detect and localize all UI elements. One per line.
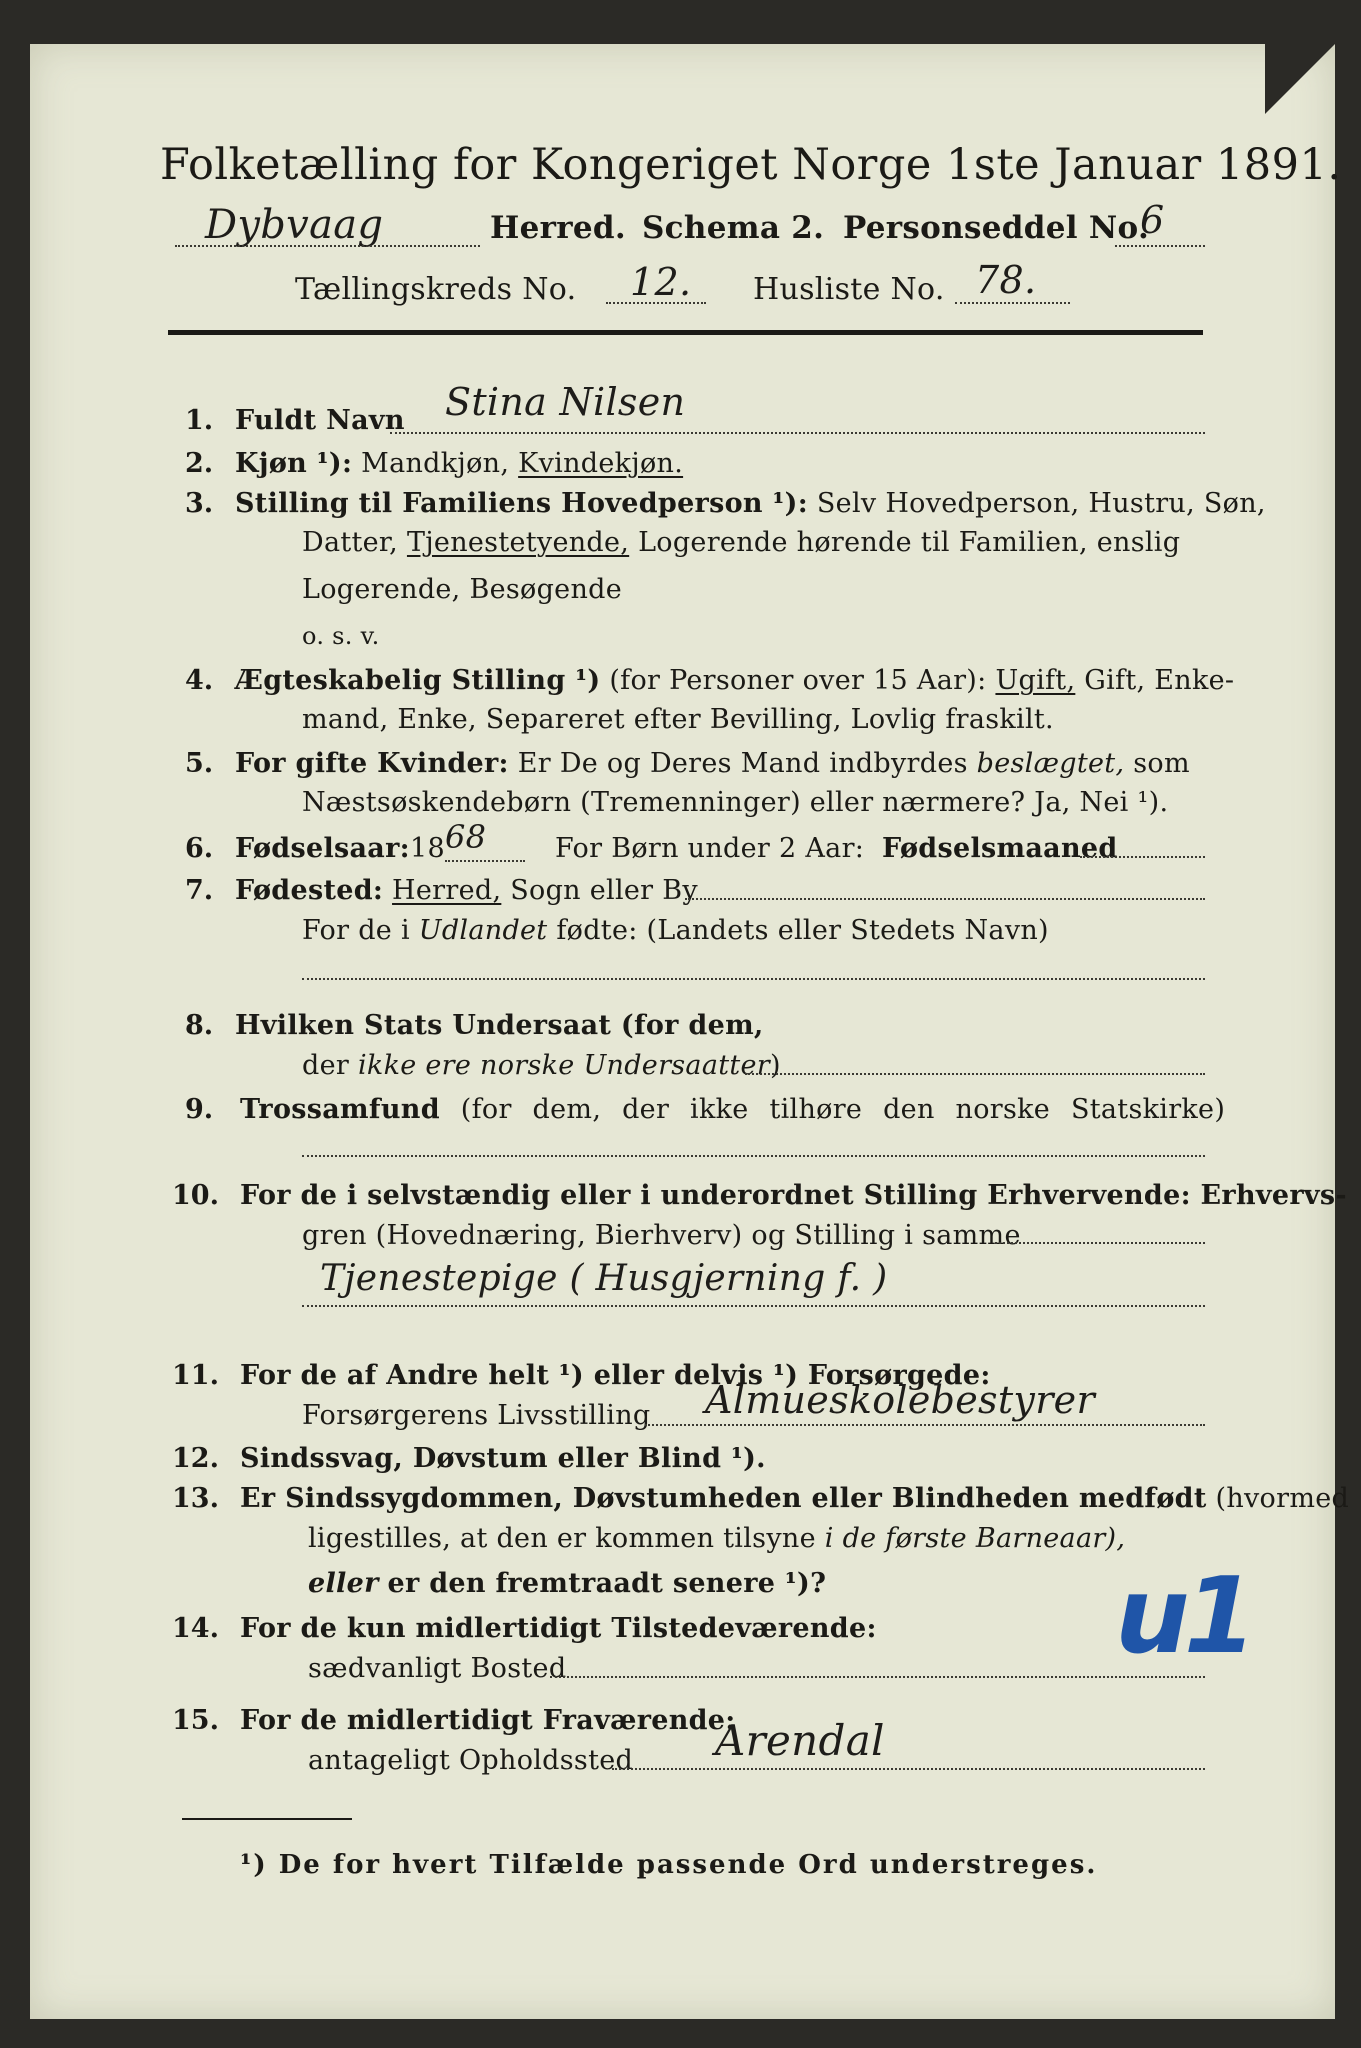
occupation-value: Tjenestepige ( Husgjerning f. ) [320, 1258, 888, 1299]
kreds-value: 12. [630, 260, 692, 304]
answer-line [612, 1768, 1205, 1770]
option-text: ligestilles, at den er kommen tilsyne [308, 1523, 816, 1554]
item-label: Fuldt Navn [235, 405, 405, 436]
option-text: sædvanligt Bosted [308, 1653, 567, 1684]
absence-place-value: Arendal [715, 1716, 885, 1765]
husliste-label: Husliste No. [753, 272, 945, 307]
personseddel-line [1115, 245, 1205, 247]
item-number: 13. [172, 1483, 219, 1514]
option-text: (hvormed [1215, 1483, 1350, 1514]
answer-line [445, 860, 525, 862]
item-label: For de midlertidigt Fraværende: [240, 1705, 736, 1736]
item-number: 14. [172, 1613, 219, 1644]
herred-label: Herred. [490, 210, 626, 246]
item-number: 8. [185, 1010, 214, 1041]
option-text: Forsørgerens Livsstilling [302, 1400, 651, 1431]
item-13-line1 [240, 1483, 1349, 1514]
item-8-line2 [302, 1050, 781, 1081]
item-label: Fødselsaar: [235, 833, 410, 864]
item-label: For gifte Kvinder: [235, 748, 509, 779]
option-italic: Udlandet [418, 915, 548, 946]
item-number: 1. [185, 405, 214, 436]
option-underlined: Tjenestetyende, [406, 527, 630, 558]
option-text: Gift, Enke- [1084, 665, 1235, 696]
option-text: Datter, [302, 527, 399, 558]
husliste-line [955, 302, 1070, 304]
option-text: der [302, 1050, 350, 1081]
item-number: 9. [185, 1094, 214, 1125]
answer-line [390, 432, 1205, 434]
year-prefix: 18 [410, 833, 445, 864]
option-text: Logerende hørende til Familien, enslig [638, 527, 1181, 558]
item-label: For de af Andre helt ¹) eller delvis ¹) Forsørgede: [240, 1360, 991, 1391]
option-text: er den fremtraadt senere ¹)? [387, 1568, 827, 1599]
option-underlined: Ugift, [995, 665, 1076, 696]
item-label: Stilling til Familiens Hovedperson ¹): [235, 488, 808, 519]
answer-line [302, 978, 1205, 980]
option-text: gren (Hovednæring, Bierhverv) og Stilling i samme [302, 1220, 1021, 1251]
option-text: som [1133, 748, 1190, 779]
answer-line [302, 1305, 1205, 1307]
close-paren: ) [770, 1050, 781, 1081]
footnote: ¹) De for hvert Tilfælde passende Ord understreges. [240, 1850, 1098, 1880]
item-number: 6. [185, 833, 214, 864]
item-3-line2 [302, 527, 1180, 558]
herred-line [175, 245, 480, 247]
option-text: o. s. v. [302, 622, 380, 650]
answer-line [685, 898, 1205, 900]
item-label: Fødested: [235, 875, 384, 906]
option-italic: eller [308, 1568, 379, 1599]
item-2-line [235, 448, 683, 479]
form-title: Folketælling for Kongeriget Norge 1ste Januar 1891. [160, 140, 1342, 190]
birth-year-value: 68 [445, 818, 487, 856]
option-underlined: Herred, [392, 875, 502, 906]
item-label: Trossamfund [240, 1094, 440, 1125]
header-rule [168, 330, 1203, 335]
answer-line [302, 1155, 1205, 1157]
option-text: (for dem, der ikke tilhøre den norske Statskirke) [460, 1094, 1226, 1125]
husliste-value: 78. [975, 258, 1037, 302]
blue-pencil-mark: u1 [1115, 1555, 1251, 1677]
answer-line [645, 1424, 1205, 1426]
option-text: Sogn eller By [510, 875, 698, 906]
option-text: For de i [302, 915, 410, 946]
item-4-line1 [235, 665, 1234, 696]
item-number: 12. [172, 1443, 219, 1474]
torn-corner [1265, 44, 1335, 114]
kreds-line [606, 302, 706, 304]
item-9-line1 [240, 1094, 1225, 1125]
name-value: Stina Nilsen [445, 380, 686, 424]
kreds-label: Tællingskreds No. [295, 272, 577, 307]
option-italic: ikke ere norske Undersaatter [357, 1050, 771, 1081]
answer-line [745, 1073, 1205, 1075]
item-label: Kjøn ¹): [235, 448, 353, 479]
option-text: Er De og Deres Mand indbyrdes [517, 748, 968, 779]
option-underlined: Kvindekjøn. [518, 448, 684, 479]
option-text: mand, Enke, Separeret efter Bevilling, Lovlig fraskilt. [302, 704, 1054, 735]
personseddel-value: 6 [1140, 198, 1165, 242]
option-text: Logerende, Besøgende [302, 574, 622, 605]
item-label: Hvilken Stats Undersaat (for dem, [235, 1010, 764, 1041]
item-number: 3. [185, 488, 214, 519]
item-label: Fødselsmaaned [882, 833, 1118, 864]
option-italic: beslægtet, [976, 748, 1125, 779]
herred-value: Dybvaag [205, 202, 384, 248]
option-text: (for Personer over 15 Aar): [609, 665, 987, 696]
personseddel-label: Personseddel No. [843, 210, 1150, 246]
item-7-line1 [235, 875, 698, 906]
item-number: 10. [172, 1180, 219, 1211]
option-text: Næstsøskendebørn (Tremenninger) eller nærmere? Ja, Nei ¹). [302, 787, 1169, 818]
answer-line [995, 1242, 1205, 1244]
answer-line [1080, 856, 1205, 858]
answer-line [550, 1676, 1205, 1678]
item-number: 7. [185, 875, 214, 906]
item-3-line1 [235, 488, 1266, 519]
item-13-line2 [308, 1523, 1125, 1554]
option-text: For Børn under 2 Aar: [555, 833, 865, 864]
item-number: 2. [185, 448, 214, 479]
item-number: 15. [172, 1705, 219, 1736]
item-label: Sindssvag, Døvstum eller Blind ¹). [240, 1443, 766, 1474]
option-text: fødte: (Landets eller Stedets Navn) [556, 915, 1049, 946]
item-label: Ægteskabelig Stilling ¹) [235, 665, 601, 696]
provider-occupation-value: Almueskolebestyrer [705, 1378, 1095, 1422]
item-7-line2 [302, 915, 1049, 946]
option-text: Selv Hovedperson, Hustru, Søn, [816, 488, 1266, 519]
option-italic: i de første Barneaar), [824, 1523, 1126, 1554]
item-label: Er Sindssygdommen, Døvstumheden eller Blindheden medfødt [240, 1483, 1207, 1514]
item-label: For de i selvstændig eller i underordnet Stilling Erhvervende: Erhvervs- [240, 1180, 1347, 1211]
schema-label: Schema 2. [642, 210, 825, 246]
item-number: 5. [185, 748, 214, 779]
option-text: antageligt Opholdssted [308, 1745, 634, 1776]
item-13-line3 [308, 1568, 826, 1599]
item-label: For de kun midlertidigt Tilstedeværende: [240, 1613, 877, 1644]
item-number: 11. [172, 1360, 219, 1391]
option-text: Mandkjøn, [361, 448, 510, 479]
item-5-line1 [235, 748, 1190, 779]
item-number: 4. [185, 665, 214, 696]
footnote-rule [182, 1818, 352, 1820]
